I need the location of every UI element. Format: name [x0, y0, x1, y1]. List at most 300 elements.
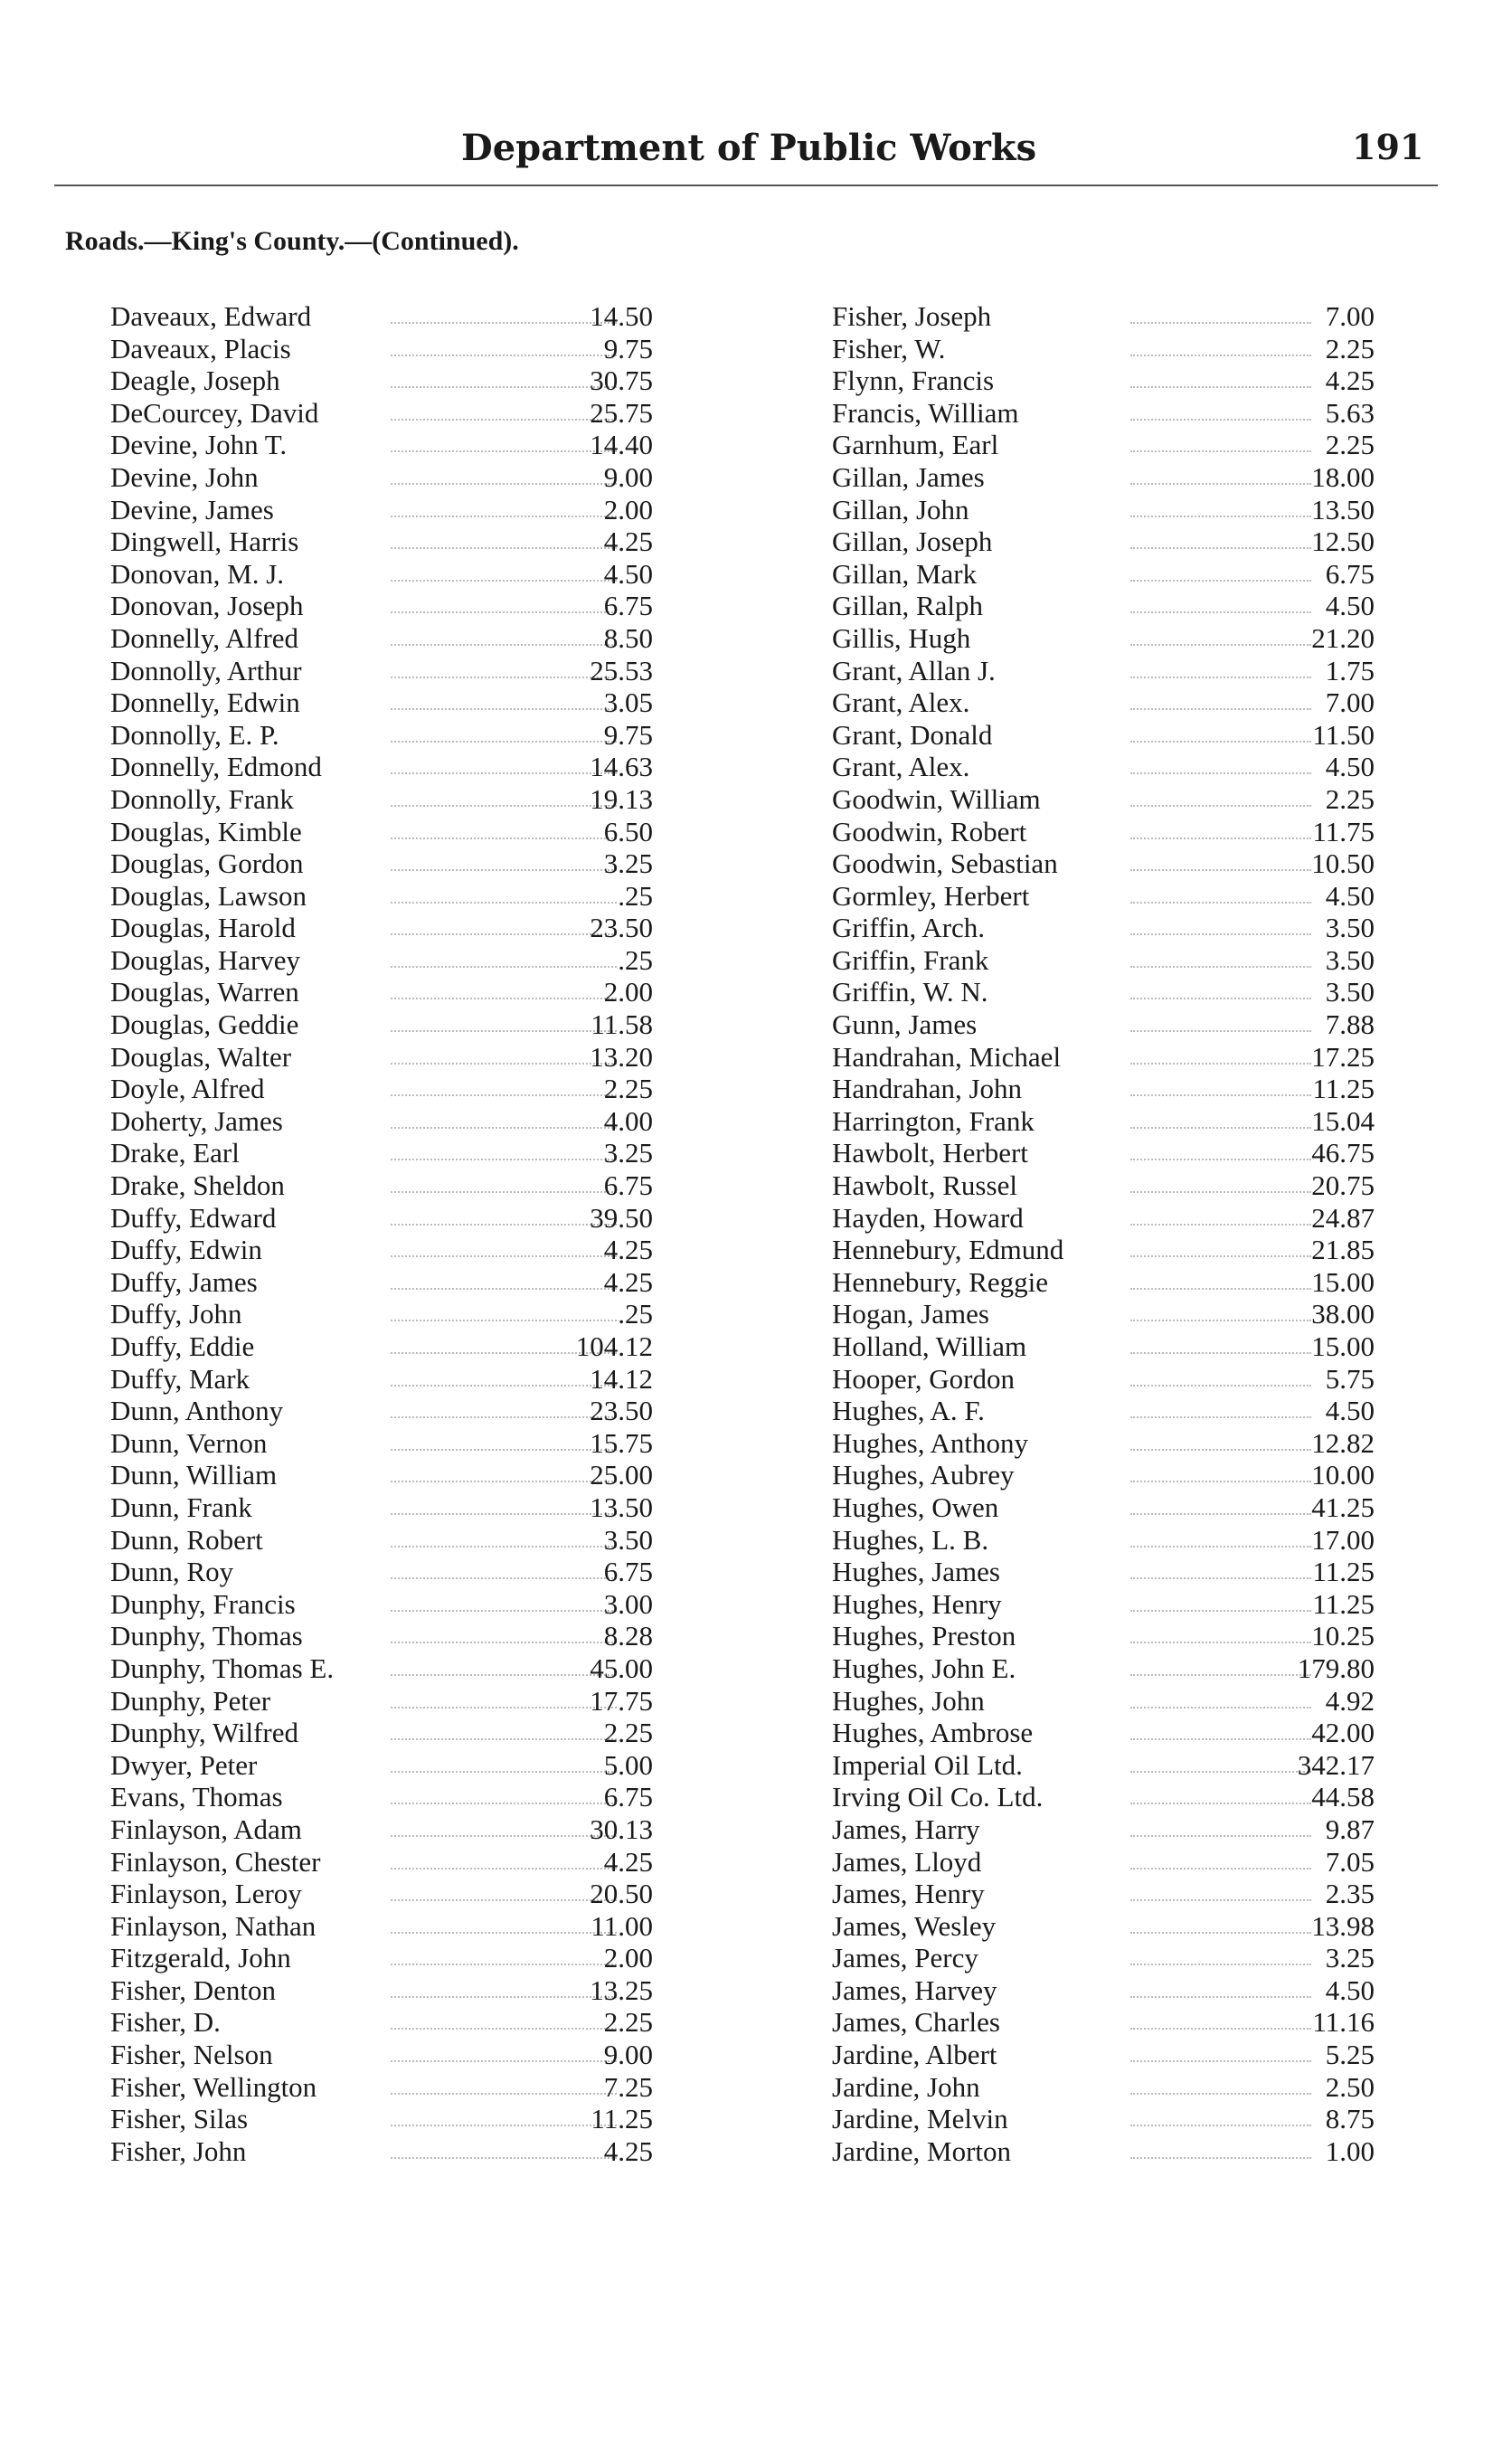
dot-leader	[391, 590, 617, 613]
list-item	[110, 525, 653, 558]
payment-amount: 13.25	[590, 1973, 653, 2006]
list-item	[832, 558, 1375, 591]
list-item	[110, 461, 653, 494]
list-item	[110, 880, 653, 913]
payee-name: Dunphy, Thomas E.	[110, 1652, 335, 1684]
list-item	[832, 847, 1375, 880]
payee-name: Donnolly, E. P.	[110, 718, 279, 751]
payee-name: Gillan, Mark	[832, 557, 978, 590]
payee-name: Finlayson, Leroy	[110, 1878, 302, 1910]
dot-leader	[391, 2006, 617, 2030]
payment-amount: 3.05	[603, 686, 653, 719]
payment-amount: 24.87	[1311, 1201, 1375, 1234]
payment-amount: 4.25	[603, 1265, 653, 1298]
page-number: 191	[1352, 127, 1424, 167]
dot-leader	[391, 364, 617, 388]
payment-amount: 1.00	[1325, 2134, 1375, 2167]
payment-amount: 3.50	[1325, 943, 1375, 976]
payee-name: Devine, John	[110, 460, 259, 493]
list-item	[832, 1491, 1375, 1524]
payment-amount: 39.50	[590, 1201, 653, 1234]
list-item	[110, 1749, 653, 1782]
dot-leader	[1130, 1008, 1311, 1032]
dot-leader	[391, 1620, 617, 1643]
payee-name: Fisher, Denton	[110, 1973, 277, 2006]
list-item	[832, 1974, 1375, 2007]
payment-amount: 19.13	[590, 782, 653, 815]
payment-amount: 4.50	[1325, 879, 1375, 912]
list-item	[832, 1556, 1375, 1588]
payment-amount: 9.87	[1325, 1813, 1375, 1845]
payee-name: Gunn, James	[832, 1008, 978, 1041]
list-item	[832, 686, 1375, 719]
dot-leader	[1130, 525, 1311, 549]
payment-amount: .25	[618, 1298, 653, 1330]
payment-amount: 14.50	[590, 300, 653, 332]
payment-amount: 11.58	[591, 1008, 653, 1041]
dot-leader	[391, 300, 617, 324]
payment-amount: 4.50	[1325, 1973, 1375, 2006]
dot-leader	[391, 1717, 617, 1740]
list-item	[110, 364, 653, 397]
payment-amount: 10.00	[1311, 1459, 1375, 1491]
payment-amount: 8.75	[1325, 2103, 1375, 2135]
payment-amount: 10.50	[1311, 847, 1375, 880]
payee-name: Dunn, Anthony	[110, 1395, 284, 1427]
list-item	[832, 1202, 1375, 1235]
payee-name: Donovan, Joseph	[110, 590, 304, 622]
dot-leader	[391, 494, 617, 517]
list-item	[110, 1942, 653, 1974]
list-item	[832, 1781, 1375, 1813]
payment-amount: 30.75	[590, 364, 653, 397]
payee-name: Fisher, Wellington	[110, 2070, 317, 2103]
list-item	[110, 783, 653, 816]
payee-name: Gormley, Herbert	[832, 879, 1030, 912]
payee-name: Duffy, John	[110, 1298, 242, 1330]
payee-name: Daveaux, Edward	[110, 300, 312, 332]
list-item	[832, 1137, 1375, 1169]
list-item	[110, 494, 653, 526]
dot-leader	[391, 1298, 617, 1321]
list-item	[110, 1491, 653, 1524]
dot-leader	[1130, 1717, 1311, 1740]
list-item	[832, 1073, 1375, 1105]
payment-amount: 6.75	[1325, 557, 1375, 590]
dot-leader	[1130, 1427, 1311, 1451]
payee-name: Devine, John T.	[110, 429, 288, 461]
payment-amount: 15.00	[1311, 1265, 1375, 1298]
list-item	[110, 1169, 653, 1202]
payee-name: Doherty, James	[110, 1104, 283, 1137]
payee-name: Evans, Thomas	[110, 1781, 283, 1813]
payee-name: Fisher, Silas	[110, 2103, 249, 2135]
list-item	[832, 2135, 1375, 2168]
payment-amount: 4.50	[1325, 1395, 1375, 1427]
payee-name: Goodwin, Sebastian	[832, 847, 1058, 880]
payee-name: Dunphy, Peter	[110, 1684, 271, 1717]
payment-amount: 2.25	[1325, 429, 1375, 461]
payee-name: DeCourcey, David	[110, 396, 319, 429]
payment-amount: 4.00	[603, 1104, 653, 1137]
payment-amount: 6.75	[603, 1781, 653, 1813]
payment-amount: 4.25	[603, 525, 653, 558]
payee-name: Hughes, Anthony	[832, 1426, 1028, 1459]
payee-name: Fisher, Joseph	[832, 300, 992, 332]
list-item	[832, 1234, 1375, 1266]
payment-amount: 2.25	[603, 1717, 653, 1749]
dot-leader	[391, 1524, 617, 1548]
dot-leader	[1130, 333, 1311, 356]
payment-amount: 5.75	[1325, 1362, 1375, 1395]
list-item	[832, 1169, 1375, 1202]
payment-amount: .25	[618, 943, 653, 976]
payment-amount: 179.80	[1297, 1652, 1375, 1684]
payee-name: Hughes, Ambrose	[832, 1717, 1034, 1749]
dot-leader	[1130, 1556, 1311, 1579]
payment-amount: 2.00	[603, 493, 653, 525]
payment-amount: 14.63	[590, 751, 653, 783]
payment-amount: 25.75	[590, 396, 653, 429]
list-item	[832, 429, 1375, 461]
payment-amount: 3.50	[1325, 976, 1375, 1008]
payment-amount: 11.50	[1312, 718, 1375, 751]
dot-leader	[1130, 1878, 1311, 1901]
dot-leader	[391, 1169, 617, 1193]
payee-name: Hennebury, Edmund	[832, 1234, 1064, 1266]
payee-name: Harrington, Frank	[832, 1104, 1035, 1137]
payment-amount: 3.00	[603, 1587, 653, 1620]
payment-amount: 46.75	[1311, 1137, 1375, 1169]
payment-amount: 5.63	[1325, 396, 1375, 429]
dot-leader	[391, 1781, 617, 1804]
dot-leader	[1130, 300, 1311, 324]
payment-amount: 17.75	[590, 1684, 653, 1717]
dot-leader	[391, 1910, 617, 1934]
left-column-list	[110, 300, 653, 2167]
list-item	[832, 1749, 1375, 1782]
section-heading: Roads.—King's County.—(Continued).	[65, 226, 519, 256]
payment-amount: 25.53	[590, 654, 653, 686]
payee-name: Duffy, Edwin	[110, 1234, 262, 1266]
dot-leader	[1130, 783, 1311, 807]
payment-amount: 7.00	[1325, 686, 1375, 719]
list-item	[110, 333, 653, 365]
payee-name: Grant, Alex.	[832, 751, 970, 783]
payee-name: James, Percy	[832, 1942, 978, 1974]
payee-name: Fisher, D.	[110, 2006, 221, 2039]
payment-amount: 8.50	[603, 621, 653, 654]
payee-name: Douglas, Kimble	[110, 815, 302, 847]
payee-name: James, Harvey	[832, 1973, 997, 2006]
list-item	[832, 2006, 1375, 2039]
payment-amount: 41.25	[1311, 1491, 1375, 1523]
payee-name: James, Henry	[832, 1878, 985, 1910]
list-item	[832, 525, 1375, 558]
dot-leader	[391, 2071, 617, 2095]
dot-leader	[1130, 1588, 1311, 1612]
dot-leader	[1130, 1620, 1311, 1643]
list-item	[832, 1717, 1375, 1749]
list-item	[832, 655, 1375, 687]
payment-amount: 9.75	[603, 332, 653, 364]
payment-amount: 3.25	[603, 847, 653, 880]
payment-amount: 12.82	[1311, 1426, 1375, 1459]
list-item	[110, 1459, 653, 1491]
dot-leader	[1130, 364, 1311, 388]
dot-leader	[391, 1491, 617, 1515]
payment-amount: 4.25	[603, 1845, 653, 1878]
dot-leader	[1130, 1781, 1311, 1804]
list-item	[110, 1685, 653, 1718]
dot-leader	[1130, 1942, 1311, 1965]
payee-name: Dwyer, Peter	[110, 1748, 258, 1781]
payee-name: Hughes, James	[832, 1556, 1000, 1588]
payee-name: Holland, William	[832, 1330, 1027, 1362]
dot-leader	[391, 1041, 617, 1065]
payee-name: Goodwin, William	[832, 782, 1041, 815]
payee-name: Griffin, W. N.	[832, 976, 988, 1008]
payment-amount: 25.00	[590, 1459, 653, 1491]
payee-name: James, Wesley	[832, 1909, 997, 1942]
payment-amount: 20.75	[1311, 1169, 1375, 1202]
list-item	[832, 751, 1375, 783]
payee-name: Hayden, Howard	[832, 1201, 1024, 1234]
payee-name: Griffin, Arch.	[832, 912, 986, 944]
payee-name: Dunphy, Thomas	[110, 1620, 303, 1652]
payee-name: Douglas, Harold	[110, 912, 296, 944]
list-item	[110, 1041, 653, 1074]
payee-name: Donovan, M. J.	[110, 557, 285, 590]
dot-leader	[1130, 1202, 1311, 1226]
list-item	[832, 1846, 1375, 1879]
dot-leader	[1130, 494, 1311, 517]
dot-leader	[1130, 880, 1311, 904]
list-item	[110, 1363, 653, 1396]
dot-leader	[1130, 1395, 1311, 1418]
payment-amount: 45.00	[590, 1652, 653, 1684]
payment-amount: 10.25	[1311, 1620, 1375, 1652]
dot-leader	[1130, 751, 1311, 774]
payee-name: Duffy, Mark	[110, 1362, 250, 1395]
payee-name: Hughes, Aubrey	[832, 1459, 1015, 1491]
dot-leader	[391, 1652, 617, 1676]
list-item	[832, 1652, 1375, 1685]
dot-leader	[391, 1459, 617, 1482]
dot-leader	[1130, 1652, 1311, 1676]
payment-amount: 6.75	[603, 1169, 653, 1202]
payee-name: Dunn, William	[110, 1459, 278, 1491]
list-item	[110, 912, 653, 944]
list-item	[110, 719, 653, 752]
list-item	[110, 1073, 653, 1105]
payment-amount: 3.50	[603, 1523, 653, 1556]
dot-leader	[1130, 590, 1311, 613]
payee-name: James, Lloyd	[832, 1845, 982, 1878]
payee-name: Gillan, Ralph	[832, 590, 984, 622]
payment-amount: 4.50	[1325, 751, 1375, 783]
payment-amount: 11.25	[1312, 1556, 1375, 1588]
list-item	[110, 1137, 653, 1169]
list-item	[832, 1427, 1375, 1460]
payee-name: Dunn, Robert	[110, 1523, 263, 1556]
list-item	[110, 1878, 653, 1910]
payee-name: Douglas, Geddie	[110, 1008, 299, 1041]
dot-leader	[1130, 1491, 1311, 1515]
dot-leader	[1130, 1846, 1311, 1869]
payee-name: Jardine, Melvin	[832, 2103, 1008, 2135]
payee-name: Hughes, John E.	[832, 1652, 1016, 1684]
dot-leader	[391, 1105, 617, 1129]
payment-amount: 44.58	[1311, 1781, 1375, 1813]
payment-amount: 11.25	[591, 2103, 653, 2135]
list-item	[110, 1813, 653, 1846]
list-item	[832, 2071, 1375, 2104]
list-item	[110, 751, 653, 783]
payment-amount: 13.50	[1311, 493, 1375, 525]
payee-name: Dunn, Roy	[110, 1556, 234, 1588]
payee-name: Grant, Donald	[832, 718, 993, 751]
dot-leader	[391, 1974, 617, 1998]
payee-name: Daveaux, Placis	[110, 332, 291, 364]
payee-name: Devine, James	[110, 493, 274, 525]
payee-name: Fitzgerald, John	[110, 1942, 291, 1974]
list-item	[110, 944, 653, 977]
list-item	[110, 1524, 653, 1557]
list-item	[110, 2071, 653, 2104]
list-item	[110, 686, 653, 719]
payee-name: Hennebury, Reggie	[832, 1265, 1049, 1298]
dot-leader	[1130, 622, 1311, 646]
payment-amount: 17.25	[1311, 1040, 1375, 1073]
list-item	[832, 590, 1375, 622]
dot-leader	[391, 429, 617, 452]
payee-name: Hughes, Preston	[832, 1620, 1016, 1652]
list-item	[832, 1008, 1375, 1041]
payment-amount: .25	[618, 879, 653, 912]
payment-amount: 7.88	[1325, 1008, 1375, 1041]
dot-leader	[391, 719, 617, 743]
dot-leader	[1130, 1041, 1311, 1065]
payment-amount: 15.75	[590, 1426, 653, 1459]
list-item	[110, 1620, 653, 1652]
payee-name: Douglas, Lawson	[110, 879, 307, 912]
list-item	[110, 1202, 653, 1235]
list-item	[110, 1395, 653, 1427]
payee-name: Jardine, John	[832, 2070, 980, 2103]
list-item	[110, 1234, 653, 1266]
payment-amount: 2.00	[603, 976, 653, 1008]
payment-amount: 11.25	[1312, 1587, 1375, 1620]
list-item	[832, 1588, 1375, 1621]
page-title: Department of Public Works	[461, 127, 1037, 169]
dot-leader	[391, 1749, 617, 1773]
list-item	[110, 816, 653, 848]
dot-leader	[1130, 558, 1311, 582]
list-item	[832, 1942, 1375, 1974]
payment-amount: 5.25	[1325, 2039, 1375, 2071]
payee-name: Hughes, A. F.	[832, 1395, 985, 1427]
list-item	[110, 1330, 653, 1363]
payment-amount: 9.75	[603, 718, 653, 751]
payee-name: Hughes, John	[832, 1684, 985, 1717]
dot-leader	[391, 525, 617, 549]
list-item	[110, 1298, 653, 1330]
dot-leader	[1130, 1073, 1311, 1096]
list-item	[832, 1105, 1375, 1138]
right-column-list	[832, 300, 1375, 2167]
payee-name: Douglas, Walter	[110, 1040, 292, 1073]
payee-name: Handrahan, John	[832, 1073, 1023, 1105]
list-item	[832, 719, 1375, 752]
list-item	[110, 1781, 653, 1813]
list-item	[110, 1427, 653, 1460]
payee-name: Hawbolt, Russel	[832, 1169, 1017, 1202]
list-item	[832, 1266, 1375, 1299]
list-item	[832, 364, 1375, 397]
dot-leader	[391, 912, 617, 935]
dot-leader	[391, 1137, 617, 1160]
list-item	[110, 1910, 653, 1943]
dot-leader	[391, 1427, 617, 1451]
dot-leader	[1130, 1813, 1311, 1837]
dot-leader	[1130, 655, 1311, 678]
list-item	[832, 912, 1375, 944]
list-item	[832, 816, 1375, 848]
list-item	[110, 1652, 653, 1685]
payment-amount: 14.40	[590, 429, 653, 461]
payment-amount: 17.00	[1311, 1523, 1375, 1556]
payment-amount: 2.35	[1325, 1878, 1375, 1910]
dot-leader	[1130, 2103, 1311, 2126]
payee-name: Deagle, Joseph	[110, 364, 280, 397]
payment-amount: 18.00	[1311, 460, 1375, 493]
payee-name: Gillan, James	[832, 460, 985, 493]
payee-name: Duffy, James	[110, 1265, 258, 1298]
payment-amount: 6.75	[603, 1556, 653, 1588]
payment-amount: 2.25	[603, 1073, 653, 1105]
payee-name: Grant, Allan J.	[832, 654, 996, 686]
payment-amount: 2.50	[1325, 2070, 1375, 2103]
list-item	[110, 300, 653, 333]
payment-amount: 11.25	[1312, 1073, 1375, 1105]
payment-amount: 2.25	[1325, 332, 1375, 364]
payment-amount: 2.25	[1325, 782, 1375, 815]
payee-name: Gillan, John	[832, 493, 969, 525]
dot-leader	[1130, 1685, 1311, 1708]
dot-leader	[391, 1942, 617, 1965]
payee-name: Douglas, Warren	[110, 976, 299, 1008]
payee-name: Flynn, Francis	[832, 364, 995, 397]
dot-leader	[391, 2135, 617, 2159]
payee-name: Dunphy, Francis	[110, 1587, 296, 1620]
list-item	[110, 590, 653, 622]
dot-leader	[391, 686, 617, 710]
payment-amount: 21.20	[1311, 621, 1375, 654]
dot-leader	[391, 847, 617, 871]
payee-name: Grant, Alex.	[832, 686, 970, 719]
payee-name: Duffy, Edward	[110, 1201, 277, 1234]
list-item	[110, 2103, 653, 2135]
list-item	[832, 622, 1375, 655]
payment-amount: 4.25	[603, 2134, 653, 2167]
list-item	[832, 1620, 1375, 1652]
dot-leader	[1130, 397, 1311, 421]
list-item	[832, 1685, 1375, 1718]
payment-amount: 5.00	[603, 1748, 653, 1781]
dot-leader	[1130, 719, 1311, 743]
payee-name: Hughes, Owen	[832, 1491, 999, 1523]
